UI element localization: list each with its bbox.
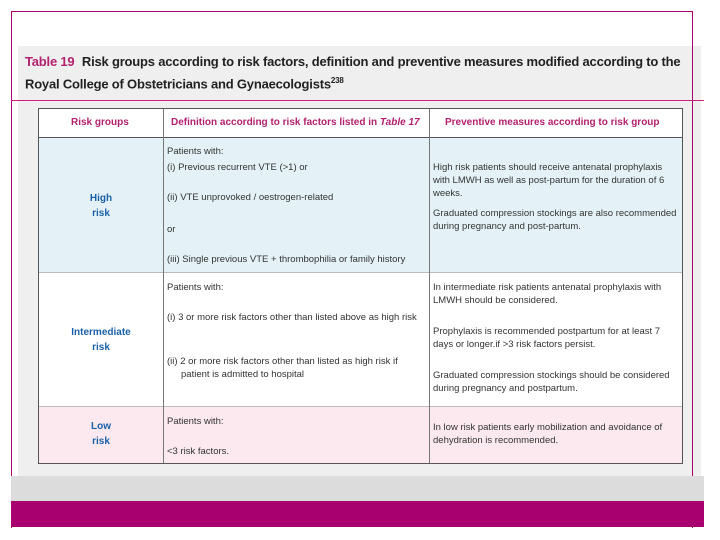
column-divider [163,109,164,463]
def-or: or [167,224,176,235]
def-item: (i) Previous recurrent VTE (>1) or [167,162,308,173]
prev-item: Graduated compression stockings should be considered during pregnancy and postpartum. [433,370,670,394]
slide-bottom-bar [11,501,704,527]
def-item: (iii) Single previous VTE + thrombophilia or family history [167,254,406,265]
footer-strip [11,476,704,501]
prev-item: Prophylaxis is recommended postpartum for at least 7 days or longer.if >3 risk factors persist. [433,326,661,350]
def-patients: Patients with: [167,416,224,427]
group-low: Low risk [91,421,111,447]
def-item: <3 risk factors. [167,446,230,457]
header-risk-groups: Risk groups [71,117,129,128]
table-number: Table 19 [25,54,75,69]
header-preventive: Preventive measures according to risk group [445,117,660,128]
def-item: (ii) 2 or more risk factors other than listed as high risk if [167,356,398,367]
risk-table [38,108,683,464]
def-item: (ii) VTE unprovoked / oestrogen-related [167,192,334,203]
title-reference: 238 [330,76,344,85]
table-title [25,52,695,93]
group-intermediate: Intermediate risk [71,327,131,353]
prev-item: In intermediate risk patients antenatal prophylaxis with LMWH should be considered. [433,282,662,306]
divider-line [11,100,704,101]
def-patients: Patients with: [167,282,224,293]
header-definition: Definition according to risk factors listed in Table 17 [171,117,420,128]
row-high-risk [39,137,682,273]
def-patients: Patients with: [167,146,224,157]
def-item: patient is admitted to hospital [181,369,305,380]
row-low-risk [39,407,682,463]
def-item: (i) 3 or more risk factors other than listed above as high risk [167,312,417,323]
row-intermediate-risk [39,273,682,407]
table-title-text: Risk groups according to risk factors, definition and preventive measures modified according to the Royal College of Obstetricians and Gynaecologists [25,54,681,92]
column-divider [429,109,430,463]
prev-item: High risk patients should receive antenatal prophylaxis with LMWH as well as post-partum for the duration of 6 weeks. [433,162,665,199]
group-high: High risk [89,193,113,219]
prev-item: Graduated compression stockings are also recommended during pregnancy and post-partum. [433,208,677,232]
table-header [39,109,682,138]
prev-item: In low risk patients early mobilization and avoidance of dehydration is recommended. [433,422,663,446]
